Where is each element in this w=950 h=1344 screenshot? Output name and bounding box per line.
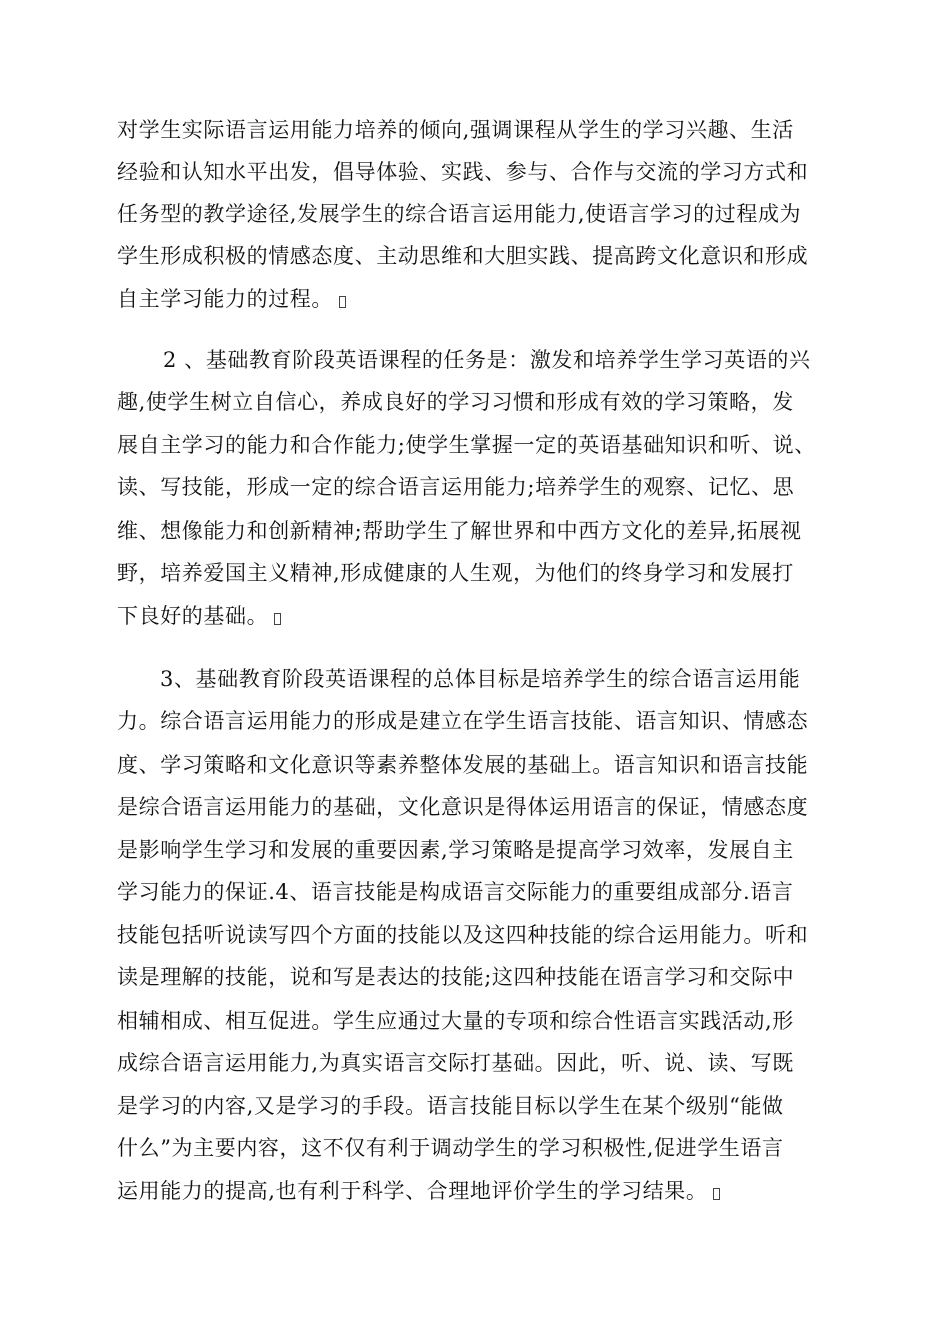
text-line: 学生形成积极的情感态度、主动思维和大胆实践、提高跨文化意识和形成 [117, 244, 809, 268]
text-line: 任务型的教学途径,发展学生的综合语言运用能力,使语言学习的过程成为 [117, 202, 802, 226]
text-line: 技能包括听说读写四个方面的技能以及这四种技能的综合运用能力。听和 [117, 923, 809, 947]
text-line: 野，培养爱国主义精神,形成健康的人生观，为他们的终身学习和发展打 [117, 561, 794, 585]
text-line: 相辅相成、相互促进。学生应通过大量的专项和综合性语言实践活动,形 [117, 1009, 794, 1033]
text-line-last [117, 285, 346, 313]
text-line: 读、写技能，形成一定的综合语言运用能力;培养学生的观察、记忆、思 [117, 475, 795, 499]
text-line: 对学生实际语言运用能力培养的倾向,强调课程从学生的学习兴趣、生活 [117, 118, 794, 142]
text-line: 力。综合语言运用能力的形成是建立在学生语言技能、语言知识、情感态 [117, 709, 809, 733]
text-line: 是学习的内容,又是学习的手段。语言技能目标以学生在某个级别“能做 [117, 1094, 784, 1118]
text-line: 度、学习策略和文化意识等素养整体发展的基础上。语言知识和语言技能 [117, 753, 809, 777]
text-line: 维、想像能力和创新精神;帮助学生了解世界和中西方文化的差异,拓展视 [117, 519, 802, 543]
paragraph-mark-icon [713, 1188, 720, 1200]
text-line: 是影响学生学习和发展的重要因素,学习策略是提高学习效率，发展自主 [117, 838, 794, 862]
line-text: 自主学习能力的过程。 [117, 287, 333, 311]
text-line: 2 、基础教育阶段英语课程的任务是：激发和培养学生学习英语的兴 [163, 348, 811, 372]
text-line: 读是理解的技能，说和写是表达的技能;这四种技能在语言学习和交际中 [117, 965, 795, 989]
line-text: 下良好的基础。 [117, 604, 269, 628]
text-line-last [117, 1177, 720, 1205]
line-text: 运用能力的提高,也有利于科学、合理地评价学生的学习结果。 [117, 1179, 708, 1203]
text-line: 3、基础教育阶段英语课程的总体目标是培养学生的综合语言运用能 [160, 667, 801, 691]
text-line: 展自主学习的能力和合作能力;使学生掌握一定的英语基础知识和听、说、 [117, 433, 816, 457]
text-line: 成综合语言运用能力,为真实语言交际打基础。因此，听、说、读、写既 [117, 1051, 794, 1075]
text-line: 经验和认知水平出发，倡导体验、实践、参与、合作与交流的学习方式和 [117, 160, 809, 184]
text-line-last [117, 602, 281, 630]
text-line: 趣,使学生树立自信心，养成良好的学习习惯和形成有效的学习策略，发 [117, 390, 794, 414]
text-line: 是综合语言运用能力的基础，文化意识是得体运用语言的保证，情感态度 [117, 795, 809, 819]
text-line: 学习能力的保证.4、语言技能是构成语言交际能力的重要组成部分.语言 [117, 880, 794, 904]
paragraph-mark-icon [339, 296, 346, 308]
paragraph-mark-icon [274, 613, 281, 625]
text-line: 什么”为主要内容，这不仅有利于调动学生的学习积极性,促进学生语言 [117, 1136, 784, 1160]
